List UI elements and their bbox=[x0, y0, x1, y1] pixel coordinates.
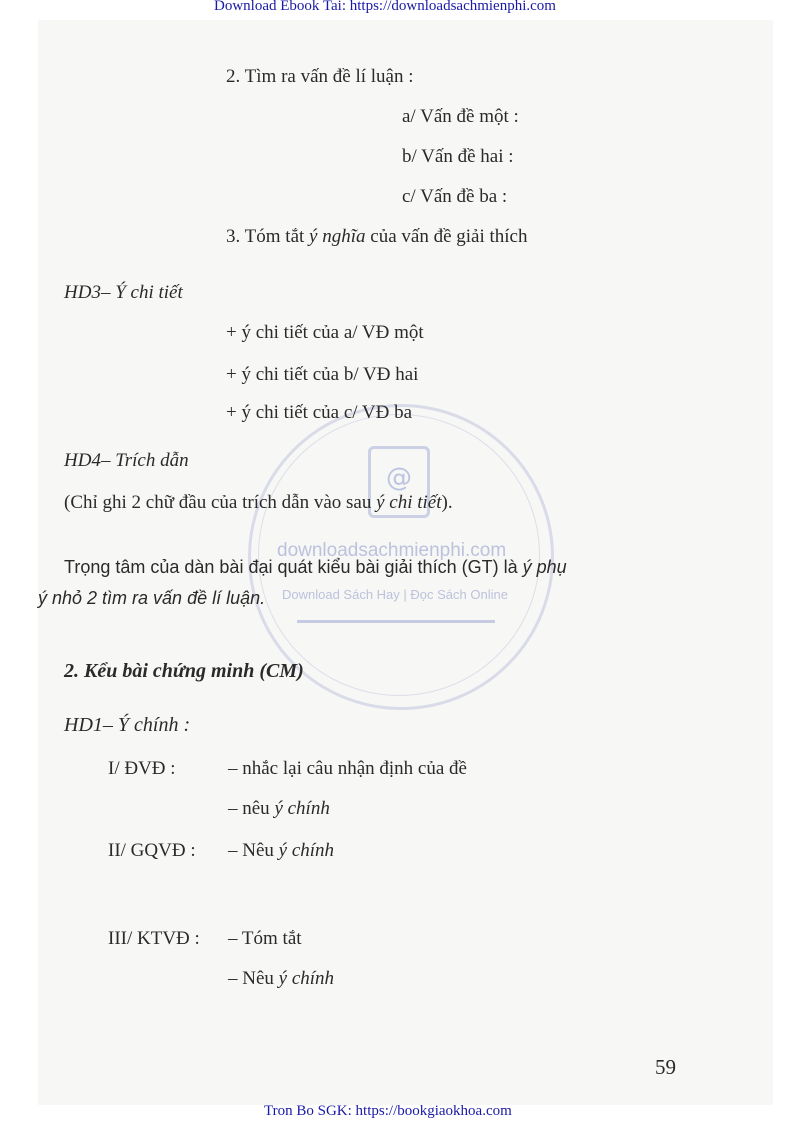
hd4-heading: HD4– Trích dẫn bbox=[64, 450, 189, 471]
gqvd-label: II/ GQVĐ : bbox=[108, 840, 196, 861]
gqvd-item bbox=[228, 840, 334, 862]
hd4-note bbox=[64, 492, 453, 514]
item-3 bbox=[226, 226, 527, 248]
item-3-prefix: 3. Tóm tắt bbox=[226, 226, 305, 247]
dvd-item-2-italic: ý chính bbox=[274, 798, 330, 819]
hd3-item-c: + ý chi tiết của c/ VĐ ba bbox=[226, 402, 413, 423]
item-3-italic: ý nghĩa bbox=[309, 226, 366, 247]
section-2-title: 2. Kểu bài chứng minh (CM) bbox=[64, 660, 304, 682]
sub-c: c/ Vấn đề ba : bbox=[402, 186, 508, 207]
dvd-item-1: – nhắc lại câu nhận định của đề bbox=[228, 758, 467, 779]
ktvd-item-2-italic: ý chính bbox=[278, 968, 335, 989]
hd4-note-suffix: ). bbox=[441, 492, 453, 513]
hd4-note-italic: ý chi tiết bbox=[376, 492, 442, 513]
ktvd-item-2 bbox=[228, 968, 334, 990]
page-number: 59 bbox=[655, 1055, 676, 1079]
summary-line-1-italic: ý phụ bbox=[522, 557, 567, 577]
gqvd-item-prefix: – Nêu bbox=[228, 840, 274, 861]
footer-sgk-link[interactable]: Tron Bo SGK: https://bookgiaokhoa.com bbox=[264, 1103, 512, 1119]
item-2: 2. Tìm ra vấn đề lí luận : bbox=[226, 66, 414, 87]
hd3-item-b: + ý chi tiết của b/ VĐ hai bbox=[226, 364, 419, 385]
sub-b: b/ Vấn đề hai : bbox=[402, 146, 514, 167]
gqvd-item-italic: ý chính bbox=[278, 840, 335, 861]
hd1-heading: HD1– Ý chính : bbox=[64, 714, 191, 736]
dvd-label: I/ ĐVĐ : bbox=[108, 758, 176, 779]
ktvd-item-2-prefix: – Nêu bbox=[228, 968, 274, 989]
summary-line-2: ý nhỏ 2 tìm ra vấn đề lí luận. bbox=[38, 588, 266, 608]
summary-line-1 bbox=[64, 557, 567, 578]
watermark-bar bbox=[297, 620, 495, 623]
summary-line-1-prefix: Trọng tâm của dàn bài đại quát kiểu bài giải thích (GT) là bbox=[64, 557, 518, 577]
header-download-link[interactable]: Download Ebook Tai: https://downloadsachmienphi.com bbox=[214, 0, 556, 14]
hd4-note-prefix: (Chỉ ghi 2 chữ đầu của trích dẫn vào sau bbox=[64, 492, 372, 513]
watermark-site: downloadsachmienphi.com bbox=[277, 540, 507, 561]
dvd-item-2 bbox=[228, 798, 330, 820]
watermark-tagline: Download Sách Hay | Đọc Sách Online bbox=[282, 587, 508, 602]
book-at-icon: @ bbox=[368, 446, 430, 518]
hd3-item-a: + ý chi tiết của a/ VĐ một bbox=[226, 322, 424, 343]
ktvd-label: III/ KTVĐ : bbox=[108, 928, 200, 949]
dvd-item-2-prefix: – nêu bbox=[228, 798, 270, 819]
sub-a: a/ Vấn đề một : bbox=[402, 106, 519, 127]
hd3-heading: HD3– Ý chi tiết bbox=[64, 282, 183, 303]
item-3-suffix: của vấn đề giải thích bbox=[370, 226, 528, 247]
ktvd-item-1: – Tóm tắt bbox=[228, 928, 302, 949]
